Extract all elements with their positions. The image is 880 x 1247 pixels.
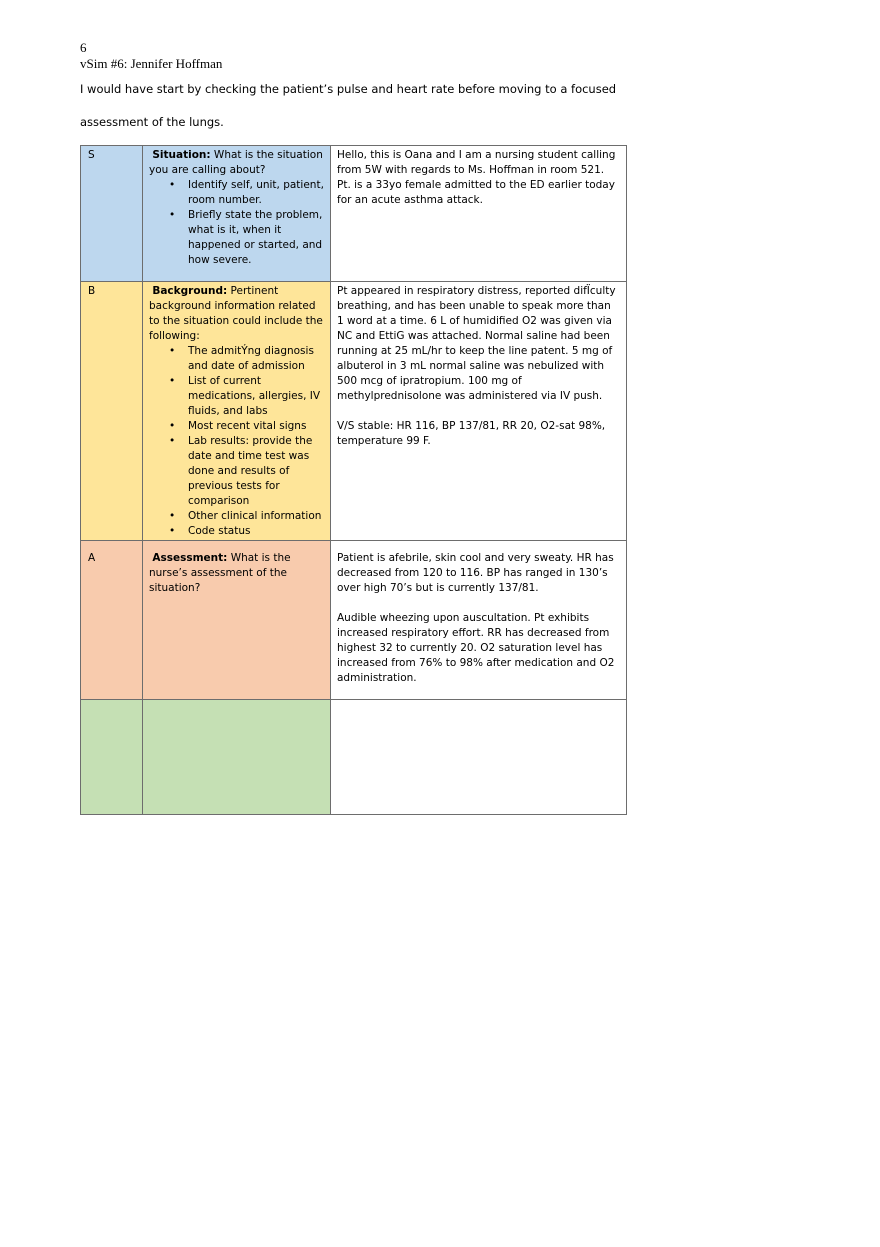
sbar-prompt-cell [143,541,331,700]
response-paragraph: Hello, this is Oana and I am a nursing student calling from 5W with regards to Ms. Hoffman in room 521. Pt. is a 33yo female admitted to the ED earlier today for an acute asthma attack. [337,149,616,206]
bullet-item: • The admitÝng diagnosis and date of admission [148,344,324,374]
sbar-prompt-text [148,148,324,178]
sbar-response-cell[interactable] [331,700,627,815]
sbar-prompt-text [148,551,324,596]
sbar-letter-cell: A [81,541,143,700]
bullet-item: • Lab results: provide the date and time test was done and results of previous tests for comparison [148,434,324,509]
bullet-item: • Identify self, unit, patient, room number. [148,178,324,208]
sbar-term: Assessment: [152,552,228,564]
sbar-row-background [81,282,627,541]
response-paragraph: Patient is afebrile, skin cool and very sweaty. HR has decreased from 120 to 116. BP has ranged in 130’s over high 70’s but is currently 137/81. [337,552,614,594]
sbar-term: Situation: [152,149,211,161]
sbar-prompt-bullets [148,344,324,539]
sbar-letter-cell: B [81,282,143,541]
bullet-item: • Code status [148,524,324,539]
sbar-prompt-cell [143,700,331,815]
document-title: vSim #6: Jennifer Hoffman [80,56,223,71]
bullet-item: • Other clinical information [148,509,324,524]
page-number: 6 [80,40,87,55]
sbar-row-situation [81,146,627,282]
bullet-item: • Briefly state the problem, what is it, when it happened or started, and how severe. [148,208,324,268]
sbar-row-recommendation [81,700,627,815]
sbar-prompt-text [148,284,324,344]
sbar-response-cell[interactable] [331,282,627,541]
sbar-response-cell[interactable] [331,146,627,282]
sbar-table [80,145,627,815]
sbar-prompt-question: Pertinent background information related to the situation could include the following: [149,285,323,342]
intro-paragraph-line-1: I would have start by checking the patient’s pulse and heart rate before moving to a focused [80,82,617,96]
response-paragraph: Pt appeared in respiratory distress, reported difÏculty breathing, and has been unable to speak more than 1 word at a time. 6 L of humidified O2 was given via NC and EttiG was attached. Normal saline had been running at 25 mL/hr to keep the line patent. 5 mg of albuterol in 3 mL normal saline was nebulized with 500 mcg of ipratropium. 100 mg of methylprednisolone was administered via IV push. [337,285,616,402]
sbar-letter-cell: S [81,146,143,282]
sbar-prompt-cell [143,146,331,282]
bullet-item: • List of current medications, allergies, IV fluids, and labs [148,374,324,419]
intro-paragraph-line-2: assessment of the lungs. [80,115,224,129]
sbar-response-cell[interactable] [331,541,627,700]
response-paragraph: Audible wheezing upon auscultation. Pt exhibits increased respiratory effort. RR has decreased from highest 32 to currently 20. O2 saturation level has increased from 76% to 98% after medication and O2 administration. [337,612,615,684]
response-paragraph: V/S stable: HR 116, BP 137/81, RR 20, O2-sat 98%, temperature 99 F. [337,420,606,447]
sbar-prompt-bullets [148,178,324,268]
sbar-letter-cell [81,700,143,815]
sbar-row-assessment [81,541,627,700]
sbar-prompt-question: What is the situation you are calling about? [149,149,323,176]
sbar-prompt-cell [143,282,331,541]
sbar-prompt-question: What is the nurse’s assessment of the situation? [149,552,291,594]
sbar-term: Background: [152,285,228,297]
bullet-item: • Most recent vital signs [148,419,324,434]
